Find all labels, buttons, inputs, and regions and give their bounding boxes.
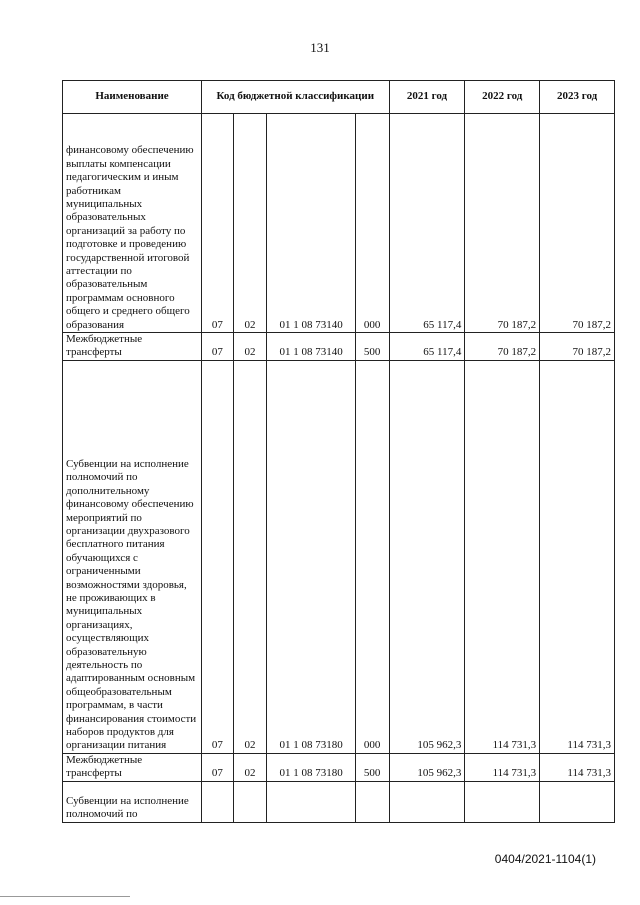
- row-name: финансовому обеспечению выплаты компенсации педагогическим и иным работникам муниципальных образовательных организаций за работу по подготовке и проведению государственной итоговой аттестации по образовательным программам основного общего и среднего общего образования: [63, 114, 202, 333]
- row-name: Межбюджетные трансферты: [63, 753, 202, 781]
- row-2021: 105 962,3: [389, 360, 465, 753]
- row-csr: 01 1 08 73180: [267, 753, 355, 781]
- row-2022: 114 731,3: [465, 753, 540, 781]
- row-csr: 01 1 08 73140: [267, 333, 355, 361]
- row-vr: [355, 781, 389, 822]
- row-prz: 02: [233, 753, 267, 781]
- row-vr: 000: [355, 114, 389, 333]
- row-rz: 07: [202, 333, 234, 361]
- row-2022: [465, 781, 540, 822]
- row-prz: 02: [233, 360, 267, 753]
- header-2021: 2021 год: [389, 81, 465, 114]
- bottom-rule: [0, 896, 130, 897]
- table-row: [63, 333, 615, 361]
- row-rz: 07: [202, 753, 234, 781]
- row-name: Субвенции на исполнение полномочий по дополнительному финансовому обеспечению мероприятий по организации двухразового бесплатного питания обучающихся с ограниченными возможностями здоровья, не проживающих в муниципальных организациях, осуществляющих образовательную деятельность по адаптированным основным общеобразовательным программам, в части финансирования стоимости наборов продуктов для организации питания: [63, 360, 202, 753]
- row-2023: [540, 781, 615, 822]
- row-2023: 114 731,3: [540, 360, 615, 753]
- row-prz: [233, 781, 267, 822]
- row-2022: 70 187,2: [465, 114, 540, 333]
- row-2023: 70 187,2: [540, 114, 615, 333]
- row-2021: 65 117,4: [389, 333, 465, 361]
- table-row: [63, 753, 615, 781]
- budget-table: [62, 80, 615, 823]
- row-rz: 07: [202, 360, 234, 753]
- row-2023: 114 731,3: [540, 753, 615, 781]
- row-prz: 02: [233, 114, 267, 333]
- row-vr: 500: [355, 333, 389, 361]
- document-code: 0404/2021-1104(1): [494, 852, 596, 866]
- table-row: [63, 781, 615, 822]
- header-2022: 2022 год: [465, 81, 540, 114]
- row-2021: [389, 781, 465, 822]
- row-csr: 01 1 08 73180: [267, 360, 355, 753]
- row-vr: 000: [355, 360, 389, 753]
- row-csr: [267, 781, 355, 822]
- row-2021: 105 962,3: [389, 753, 465, 781]
- row-rz: 07: [202, 114, 234, 333]
- row-vr: 500: [355, 753, 389, 781]
- row-2022: 114 731,3: [465, 360, 540, 753]
- row-2021: 65 117,4: [389, 114, 465, 333]
- row-name: Субвенции на исполнение полномочий по: [63, 781, 202, 822]
- table-header-row: [63, 81, 615, 114]
- row-rz: [202, 781, 234, 822]
- row-2023: 70 187,2: [540, 333, 615, 361]
- table-row: [63, 360, 615, 753]
- table-row: [63, 114, 615, 333]
- row-2022: 70 187,2: [465, 333, 540, 361]
- header-2023: 2023 год: [540, 81, 615, 114]
- row-csr: 01 1 08 73140: [267, 114, 355, 333]
- row-prz: 02: [233, 333, 267, 361]
- header-code: Код бюджетной классификации: [202, 81, 389, 114]
- header-name: Наименование: [63, 81, 202, 114]
- page-number: 131: [310, 40, 330, 55]
- row-name: Межбюджетные трансферты: [63, 333, 202, 361]
